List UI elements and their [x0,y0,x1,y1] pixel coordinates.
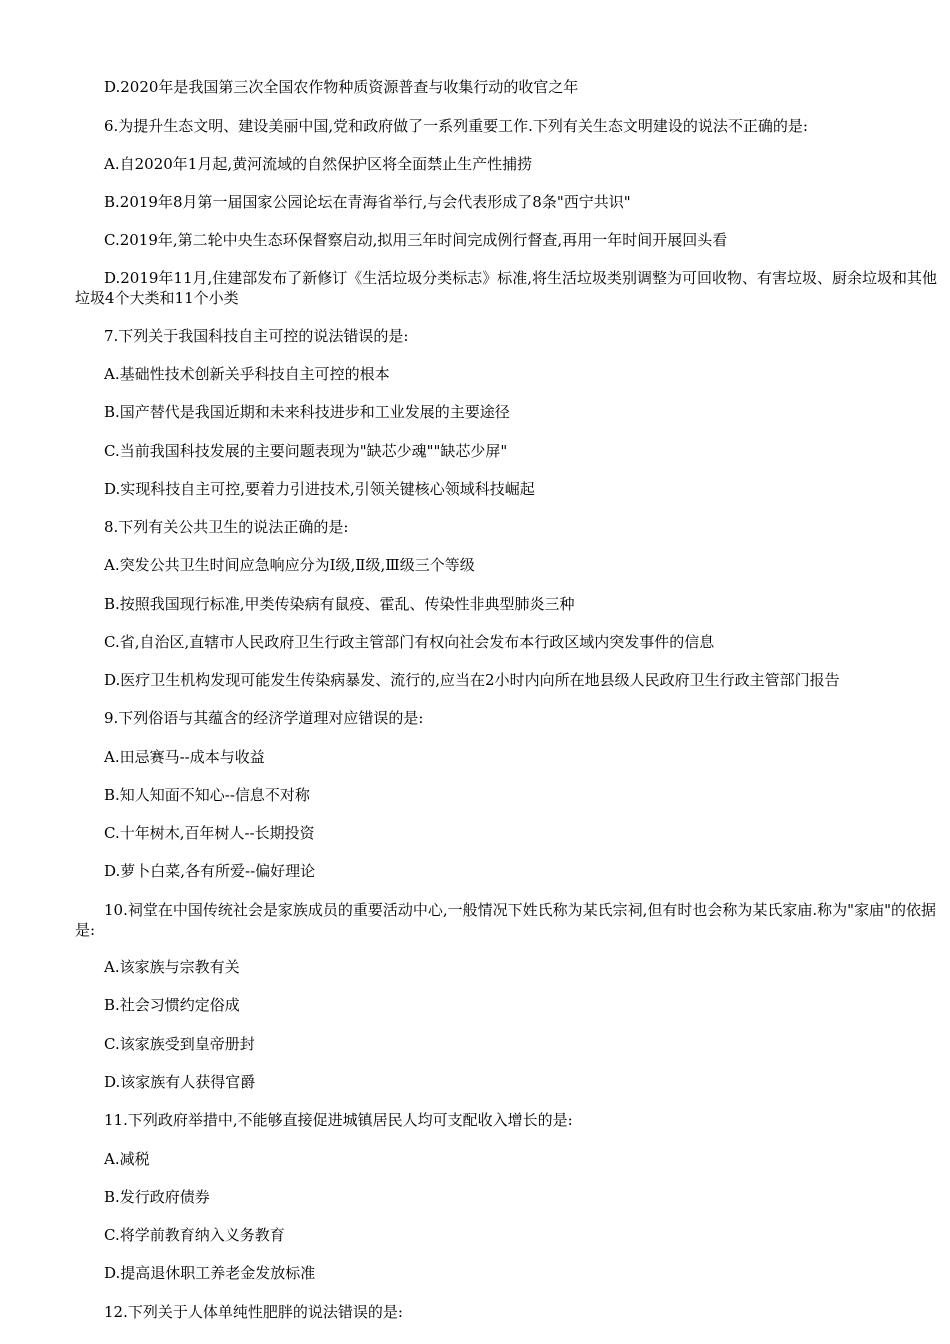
option-c-q9: C.十年树木,百年树人--长期投资 [104,824,315,842]
option-b-q9: B.知人知面不知心--信息不对称 [104,786,310,804]
option-d-q9: D.萝卜白菜,各有所爱--偏好理论 [104,862,316,880]
option-d-q7: D.实现科技自主可控,要着力引进技术,引领关键核心领域科技崛起 [104,480,535,498]
option-a-q11: A.减税 [104,1150,150,1168]
option-a-q10: A.该家族与宗教有关 [104,958,240,976]
option-d-q6: D.2019年11月,住建部发布了新修订《生活垃圾分类标志》标准,将生活垃圾类别调整为可回收物、有害垃圾、厨余垃圾和其他垃圾4个大类和11个小类 [75,269,938,307]
option-d-q8: D.医疗卫生机构发现可能发生传染病暴发、流行的,应当在2小时内向所在地县级人民政府卫生行政主管部门报告 [104,671,840,689]
option-d-q10: D.该家族有人获得官爵 [104,1073,256,1091]
option-c-q6: C.2019年,第二轮中央生态环保督察启动,拟用三年时间完成例行督查,再用一年时间开展回头看 [104,231,728,249]
question-11: 11.下列政府举措中,不能够直接促进城镇居民人均可支配收入增长的是: [104,1111,573,1129]
option-b-q8: B.按照我国现行标准,甲类传染病有鼠疫、霍乱、传染性非典型肺炎三种 [104,595,575,613]
option-c-q8: C.省,自治区,直辖市人民政府卫生行政主管部门有权向社会发布本行政区域内突发事件的信息 [104,633,715,651]
question-6: 6.为提升生态文明、建设美丽中国,党和政府做了一系列重要工作.下列有关生态文明建设的说法不正确的是: [104,117,808,135]
option-a-q8: A.突发公共卫生时间应急响应分为Ⅰ级,Ⅱ级,Ⅲ级三个等级 [104,556,475,574]
question-12: 12.下列关于人体单纯性肥胖的说法错误的是: [104,1303,403,1321]
option-d-q11: D.提高退休职工养老金发放标准 [104,1264,316,1282]
option-a-q9: A.田忌赛马--成本与收益 [104,748,265,766]
question-10: 10.祠堂在中国传统社会是家族成员的重要活动中心,一般情况下姓氏称为某氏宗祠,但有时也会称为某氏家庙.称为"家庙"的依据是: [75,901,936,939]
option-b-q7: B.国产替代是我国近期和未来科技进步和工业发展的主要途径 [104,403,510,421]
option-a-q7: A.基础性技术创新关乎科技自主可控的根本 [104,365,390,383]
option-b-q6: B.2019年8月第一届国家公园论坛在青海省举行,与会代表形成了8条"西宁共识" [104,193,631,211]
question-9: 9.下列俗语与其蕴含的经济学道理对应错误的是: [104,709,424,727]
option-c-q11: C.将学前教育纳入义务教育 [104,1226,285,1244]
option-a-q6: A.自2020年1月起,黄河流域的自然保护区将全面禁止生产性捕捞 [104,155,533,173]
option-d-q5: D.2020年是我国第三次全国农作物种质资源普查与收集行动的收官之年 [104,78,579,96]
option-c-q10: C.该家族受到皇帝册封 [104,1035,255,1053]
option-b-q11: B.发行政府债券 [104,1188,210,1206]
question-8: 8.下列有关公共卫生的说法正确的是: [104,518,349,536]
option-c-q7: C.当前我国科技发展的主要问题表现为"缺芯少魂""缺芯少屏" [104,442,508,460]
question-7: 7.下列关于我国科技自主可控的说法错误的是: [104,327,409,345]
option-b-q10: B.社会习惯约定俗成 [104,996,240,1014]
